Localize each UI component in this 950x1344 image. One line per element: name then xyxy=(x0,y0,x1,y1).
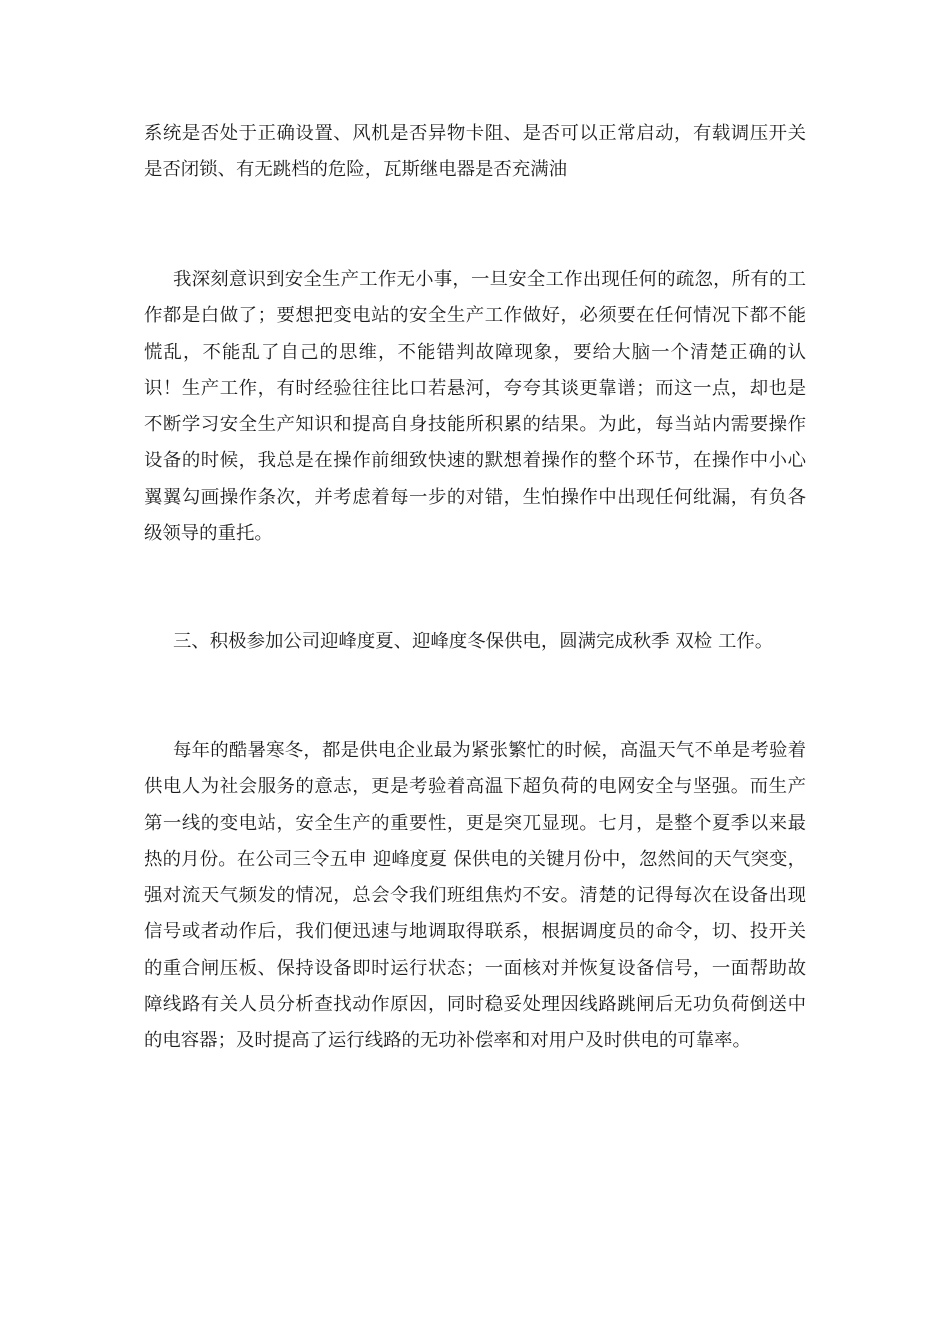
paragraph-summer-winter-peak: 每年的酷暑寒冬，都是供电企业最为紧张繁忙的时候，高温天气不单是考验着供电人为社会服务的意志，更是考验着高温下超负荷的电网安全与坚强。而生产第一线的变电站，安全生产的重要性，更是突兀显现。七月，是整个夏季以来最热的月份。在公司三令五申 迎峰度夏 保供电的关键月份中，忽然间的天气突变，强对流天气频发的情况，总会令我们班组焦灼不安。清楚的记得每次在设备出现信号或者动作后，我们便迅速与地调取得联系，根据调度员的命令，切、投开关的重合闸压板、保持设备即时运行状态；一面核对并恢复设备信号，一面帮助故障线路有关人员分析查找动作原因，同时稳妥处理因线路跳闸后无功负荷倒送中的电容器；及时提高了运行线路的无功补偿率和对用户及时供电的可靠率。 xyxy=(144,740,806,1052)
paragraph-safety-awareness: 我深刻意识到安全生产工作无小事，一旦安全工作出现任何的疏忽，所有的工作都是白做了；要想把变电站的安全生产工作做好，必须要在任何情况下都不能慌乱，不能乱了自己的思维，不能错判故障现象，要给大脑一个清楚正确的认识！生产工作，有时经验往往比口若悬河，夸夸其谈更靠谱；而这一点，却也是不断学习安全生产知识和提高自身技能所积累的结果。为此，每当站内需要操作设备的时候，我总是在操作前细致快速的默想着操作的整个环节，在操作中小心翼翼勾画操作条次，并考虑着每一步的对错，生怕操作中出现任何纰漏，有负各级领导的重托。 xyxy=(144,269,806,545)
section-heading-peak-supply: 三、积极参加公司迎峰度夏、迎峰度冬保供电，圆满完成秋季 双检 工作。 xyxy=(173,631,774,652)
paragraph-equipment-check: 系统是否处于正确设置、风机是否异物卡阻、是否可以正常启动，有载调压开关是否闭锁、有无跳档的危险，瓦斯继电器是否充满油 xyxy=(144,123,806,181)
